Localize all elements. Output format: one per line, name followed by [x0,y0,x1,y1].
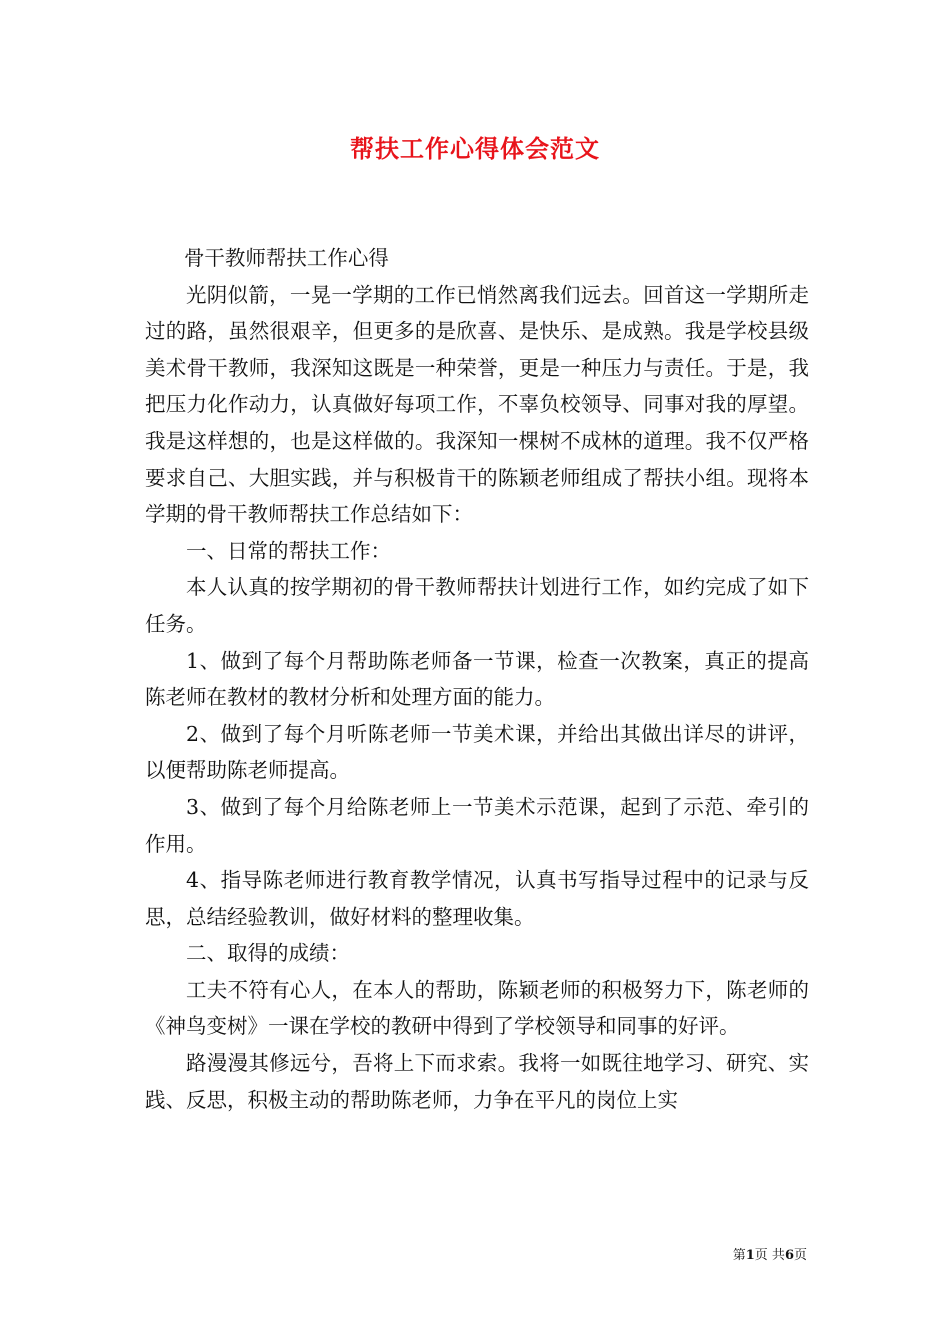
page-number-footer [733,1247,807,1265]
footer-current-page: 1 [745,1248,755,1263]
footer-total-pages: 6 [784,1248,794,1263]
section-heading-daily-work: 一、日常的帮扶工作： [186,538,391,563]
footer-middle: 页 共 [754,1248,785,1263]
document-subtitle: 骨干教师帮扶工作心得 [183,246,389,270]
paragraph-achievements: 工夫不符有心人，在本人的帮助，陈颖老师的积极努力下，陈老师的《神鸟变树》一课在学校的教研中得到了学校领导和同事的好评。 [145,977,809,1039]
list-item-2: 2、做到了每个月听陈老师一节美术课，并给出其做出详尽的讲评，以便帮助陈老师提高。 [145,721,809,783]
paragraph-closing: 路漫漫其修远兮，吾将上下而求索。我将一如既往地学习、研究、实践、反思，积极主动的帮助陈老师，力争在平凡的岗位上实 [145,1051,809,1112]
list-item-4: 4、指导陈老师进行教育教学情况，认真书写指导过程中的记录与反思，总结经验教训，做好材料的整理收集。 [145,868,809,929]
paragraph-intro: 光阴似箭，一晃一学期的工作已悄然离我们远去。回首这一学期所走过的路，虽然很艰辛，但更多的是欣喜、是快乐、是成熟。我是学校县级美术骨干教师，我深知这既是一种荣誉，更是一种压力与责任。于是，我把压力化作动力，认真做好每项工作，不辜负校领导、同事对我的厚望。我是这样想的，也是这样做的。我深知一棵树不成林的道理。我不仅严格要求自己、大胆实践，并与积极肯干的陈颖老师组成了帮扶小组。现将本学期的骨干教师帮扶工作总结如下： [145,282,809,527]
document-title: 帮扶工作心得体会范文 [350,134,600,163]
section-heading-achievements: 二、取得的成绩： [186,941,350,966]
paragraph-plan: 本人认真的按学期初的骨干教师帮扶计划进行工作，如约完成了如下任务。 [145,575,809,636]
list-item-1: 1、做到了每个月帮助陈老师备一节课，检查一次教案，真正的提高陈老师在教材的教材分析和处理方面的能力。 [145,648,809,710]
footer-prefix: 第 [732,1248,746,1263]
document-body [145,240,809,1118]
footer-suffix: 页 [793,1248,807,1263]
list-item-3: 3、做到了每个月给陈老师上一节美术示范课，起到了示范、牵引的作用。 [145,794,809,856]
